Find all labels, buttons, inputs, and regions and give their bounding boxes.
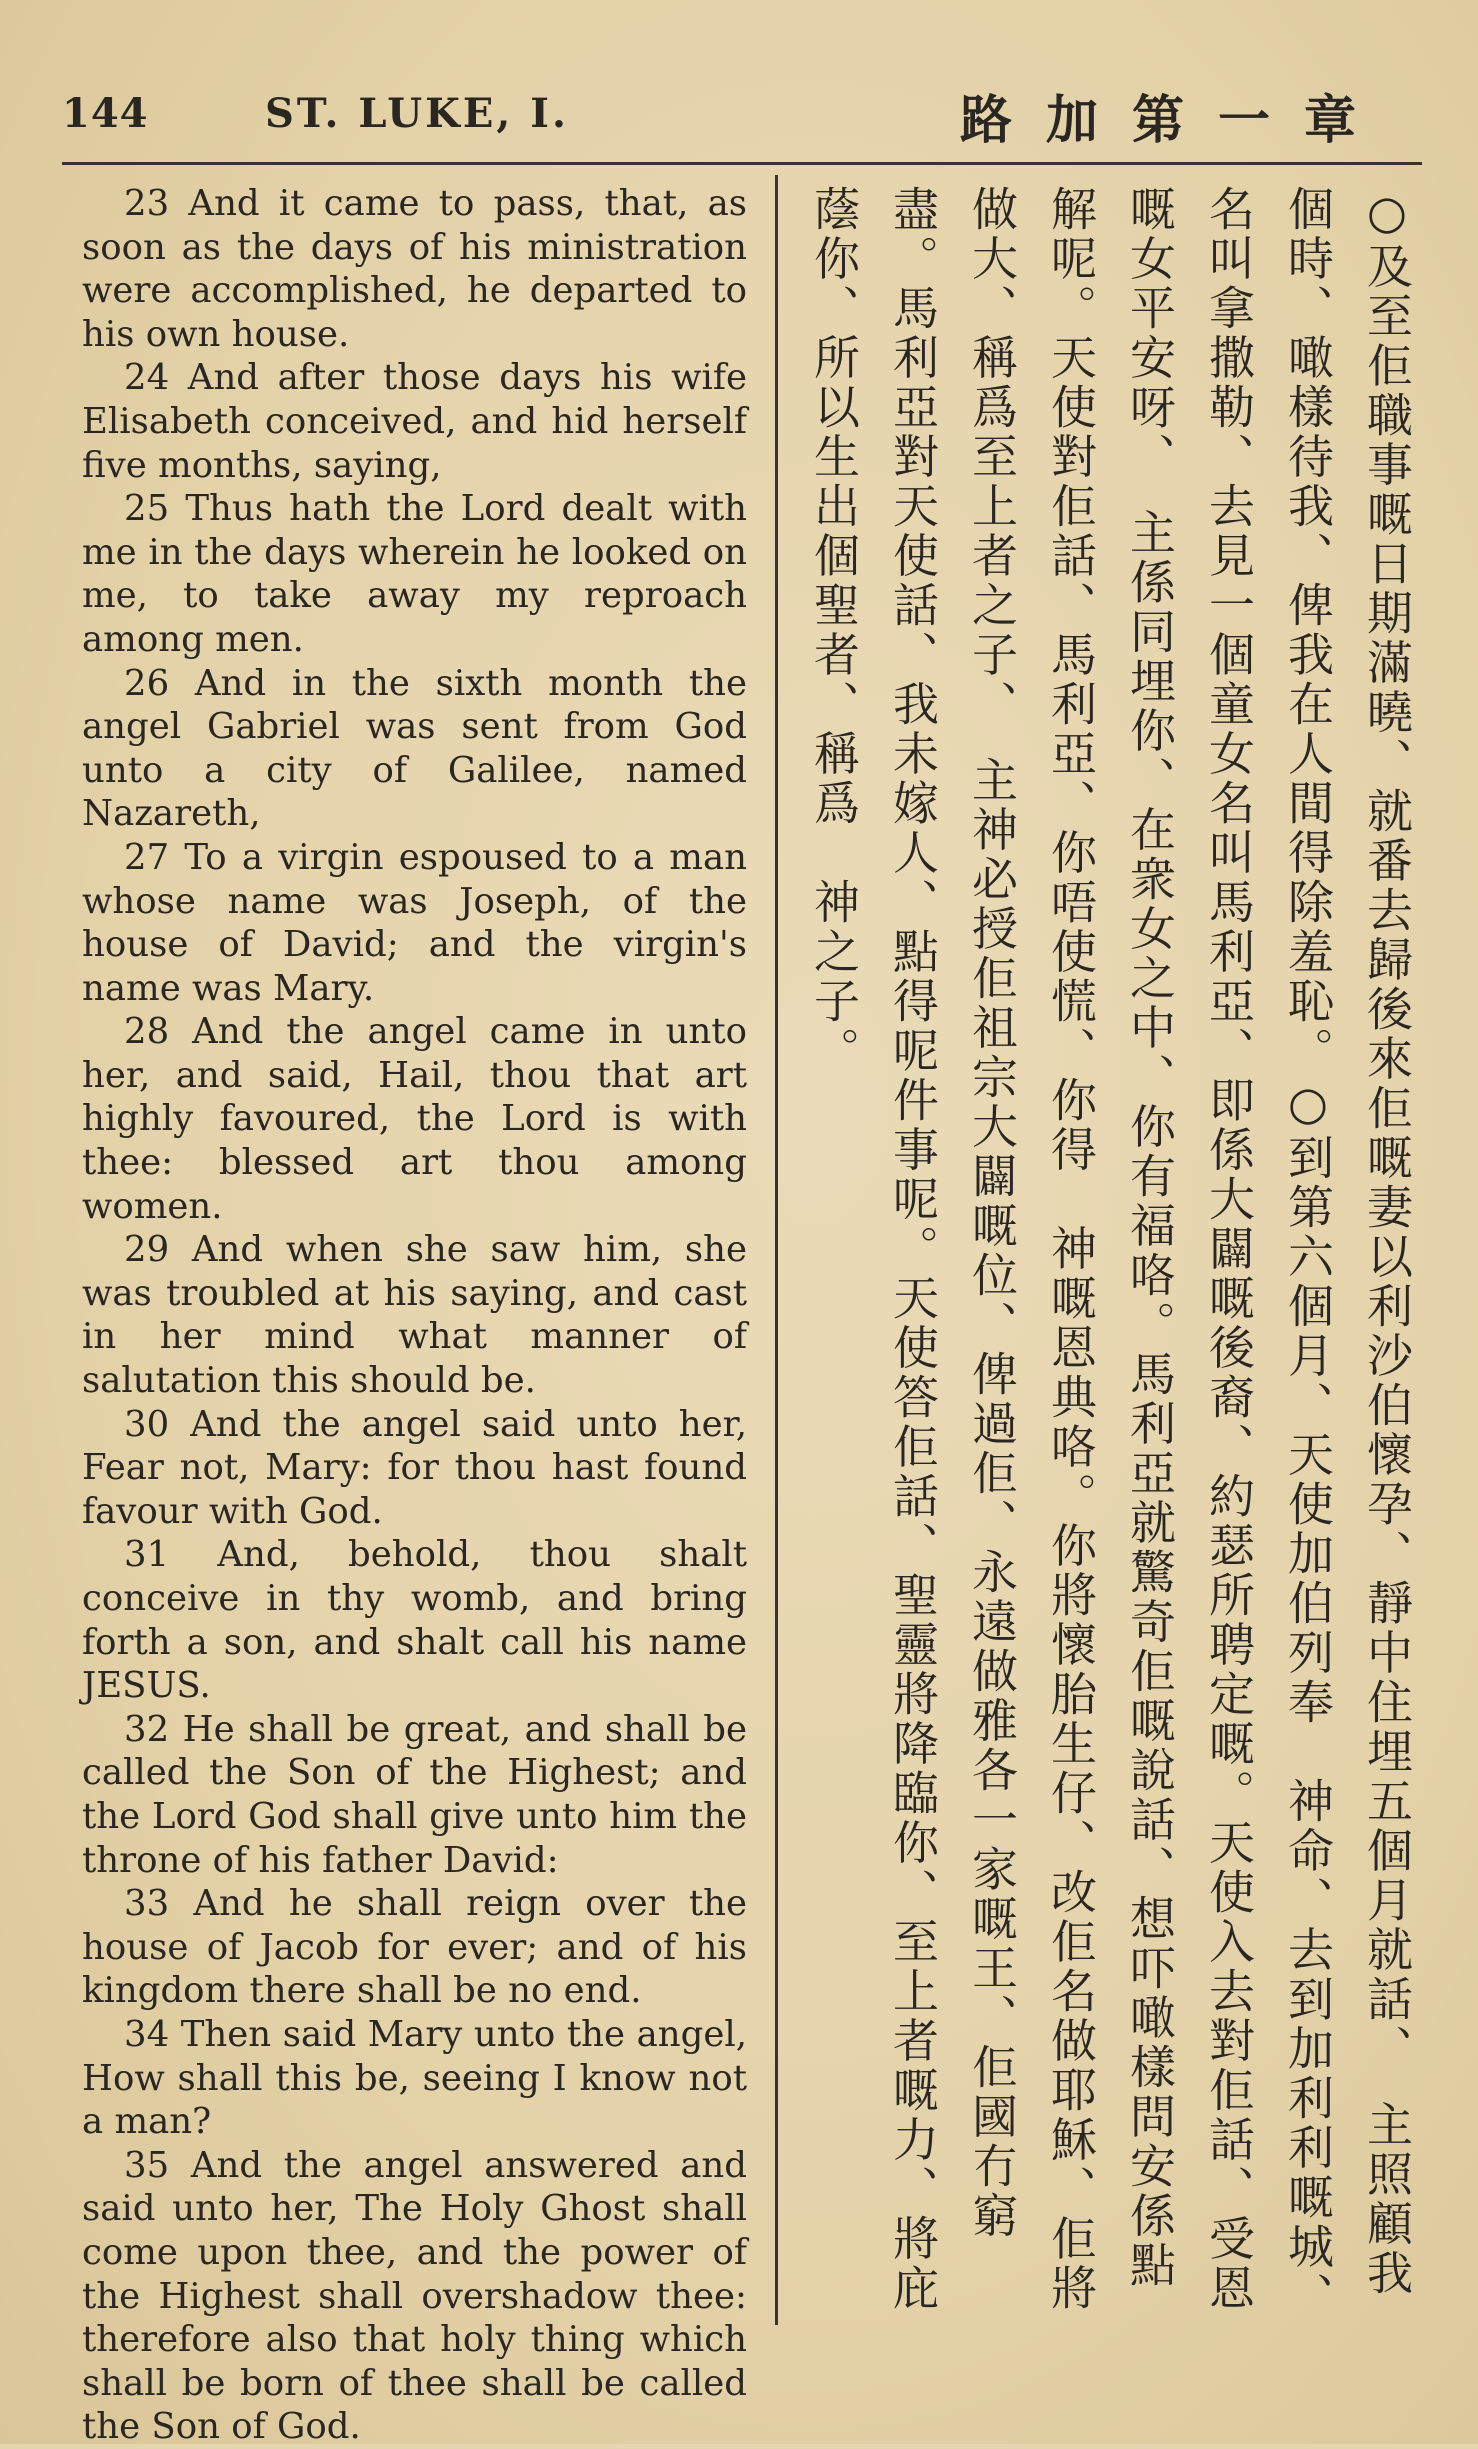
- verse-34: 34 Then said Mary unto the angel, How shall this be, seeing I know not a man?: [82, 2013, 747, 2143]
- running-title: ST. LUKE, I.: [265, 90, 569, 137]
- header-rule: [62, 162, 1422, 165]
- page-header: [0, 0, 1478, 160]
- verse-24: 24 And after those days his wife Elisabeth conceived, and hid herself five months, saying,: [82, 357, 747, 486]
- verse-25: 25 Thus hath the Lord dealt with me in the days wherein he looked on me, to take away my reproach among men.: [82, 488, 747, 660]
- verse-28: 28 And the angel came in unto her, and said, Hail, thou that art highly favoured, the Lord is with thee: blessed art thou among women.: [82, 1011, 747, 1227]
- column-divider: [775, 175, 778, 2325]
- verse-33: 33 And he shall reign over the house of Jacob for ever; and of his kingdom there shall be no end.: [82, 1883, 747, 2012]
- verse-31: 31 And, behold, thou shalt conceive in thy womb, and bring forth a son, and shalt call his name JESUS.: [82, 1534, 747, 1707]
- page-number: 144: [62, 90, 149, 137]
- chinese-running-title: 路加第一章: [960, 91, 1391, 151]
- verse-29: 29 And when she saw him, she was troubled at his saying, and cast in her mind what manner of salutation this should be.: [82, 1229, 747, 1402]
- english-column: [82, 182, 747, 2449]
- chinese-column: [794, 185, 1426, 2335]
- verse-35: 35 And the angel answered and said unto her, The Holy Ghost shall come upon thee, and the power of the Highest shall overshadow thee: therefore also that holy thing which shall be born of thee shall be called the Son of God.: [82, 2144, 747, 2448]
- verse-30: 30 And the angel said unto her, Fear not, Mary: for thou hast found favour with God.: [82, 1403, 747, 1532]
- verse-32: 32 He shall be great, and shall be called the Son of the Highest; and the Lord God shall give unto him the throne of his father David:: [82, 1708, 747, 1881]
- chinese-text: ○及至佢職事嘅日期滿曉、就番去歸後來佢嘅妻以利沙伯懷孕、靜中住埋五個月就話、 主照顧我個時、噉樣待我、俾我在人間得除羞恥。○到第六個月、天使加伯列奉 神命、去到加利利嘅城、名叫拿撒勒、去見一個童女名叫馬利亞、即係大闢嘅後裔、約瑟所聘定嘅。天使入去對佢話、受恩嘅女平安呀、 主係同埋你、在衆女之中、你有福咯。馬利亞就驚奇佢嘅說話、想吓噉樣問安係點解呢。天使對佢話、馬利亞、你唔使慌、你得 神嘅恩典咯。你將懷胎生仔、改佢名做耶穌、佢將做大、稱爲至上者之子、 主神必授佢祖宗大闢嘅位、俾過佢、永遠做雅各一家嘅王、佢國冇窮盡。馬利亞對天使話、我未嫁人、點得呢件事呢。天使答佢話、聖靈將降臨你、至上者嘅力、將庇蔭你、所以生出個聖者、稱爲 神之子。: [807, 185, 1414, 2322]
- verse-26: 26 And in the sixth month the angel Gabriel was sent from God unto a city of Galilee, named Nazareth,: [82, 662, 747, 835]
- verse-23: 23 And it came to pass, that, as soon as the days of his ministration were accomplished, he departed to his own house.: [82, 183, 747, 355]
- verse-27: 27 To a virgin espoused to a man whose name was Joseph, of the house of David; and the virgin's name was Mary.: [82, 836, 747, 1009]
